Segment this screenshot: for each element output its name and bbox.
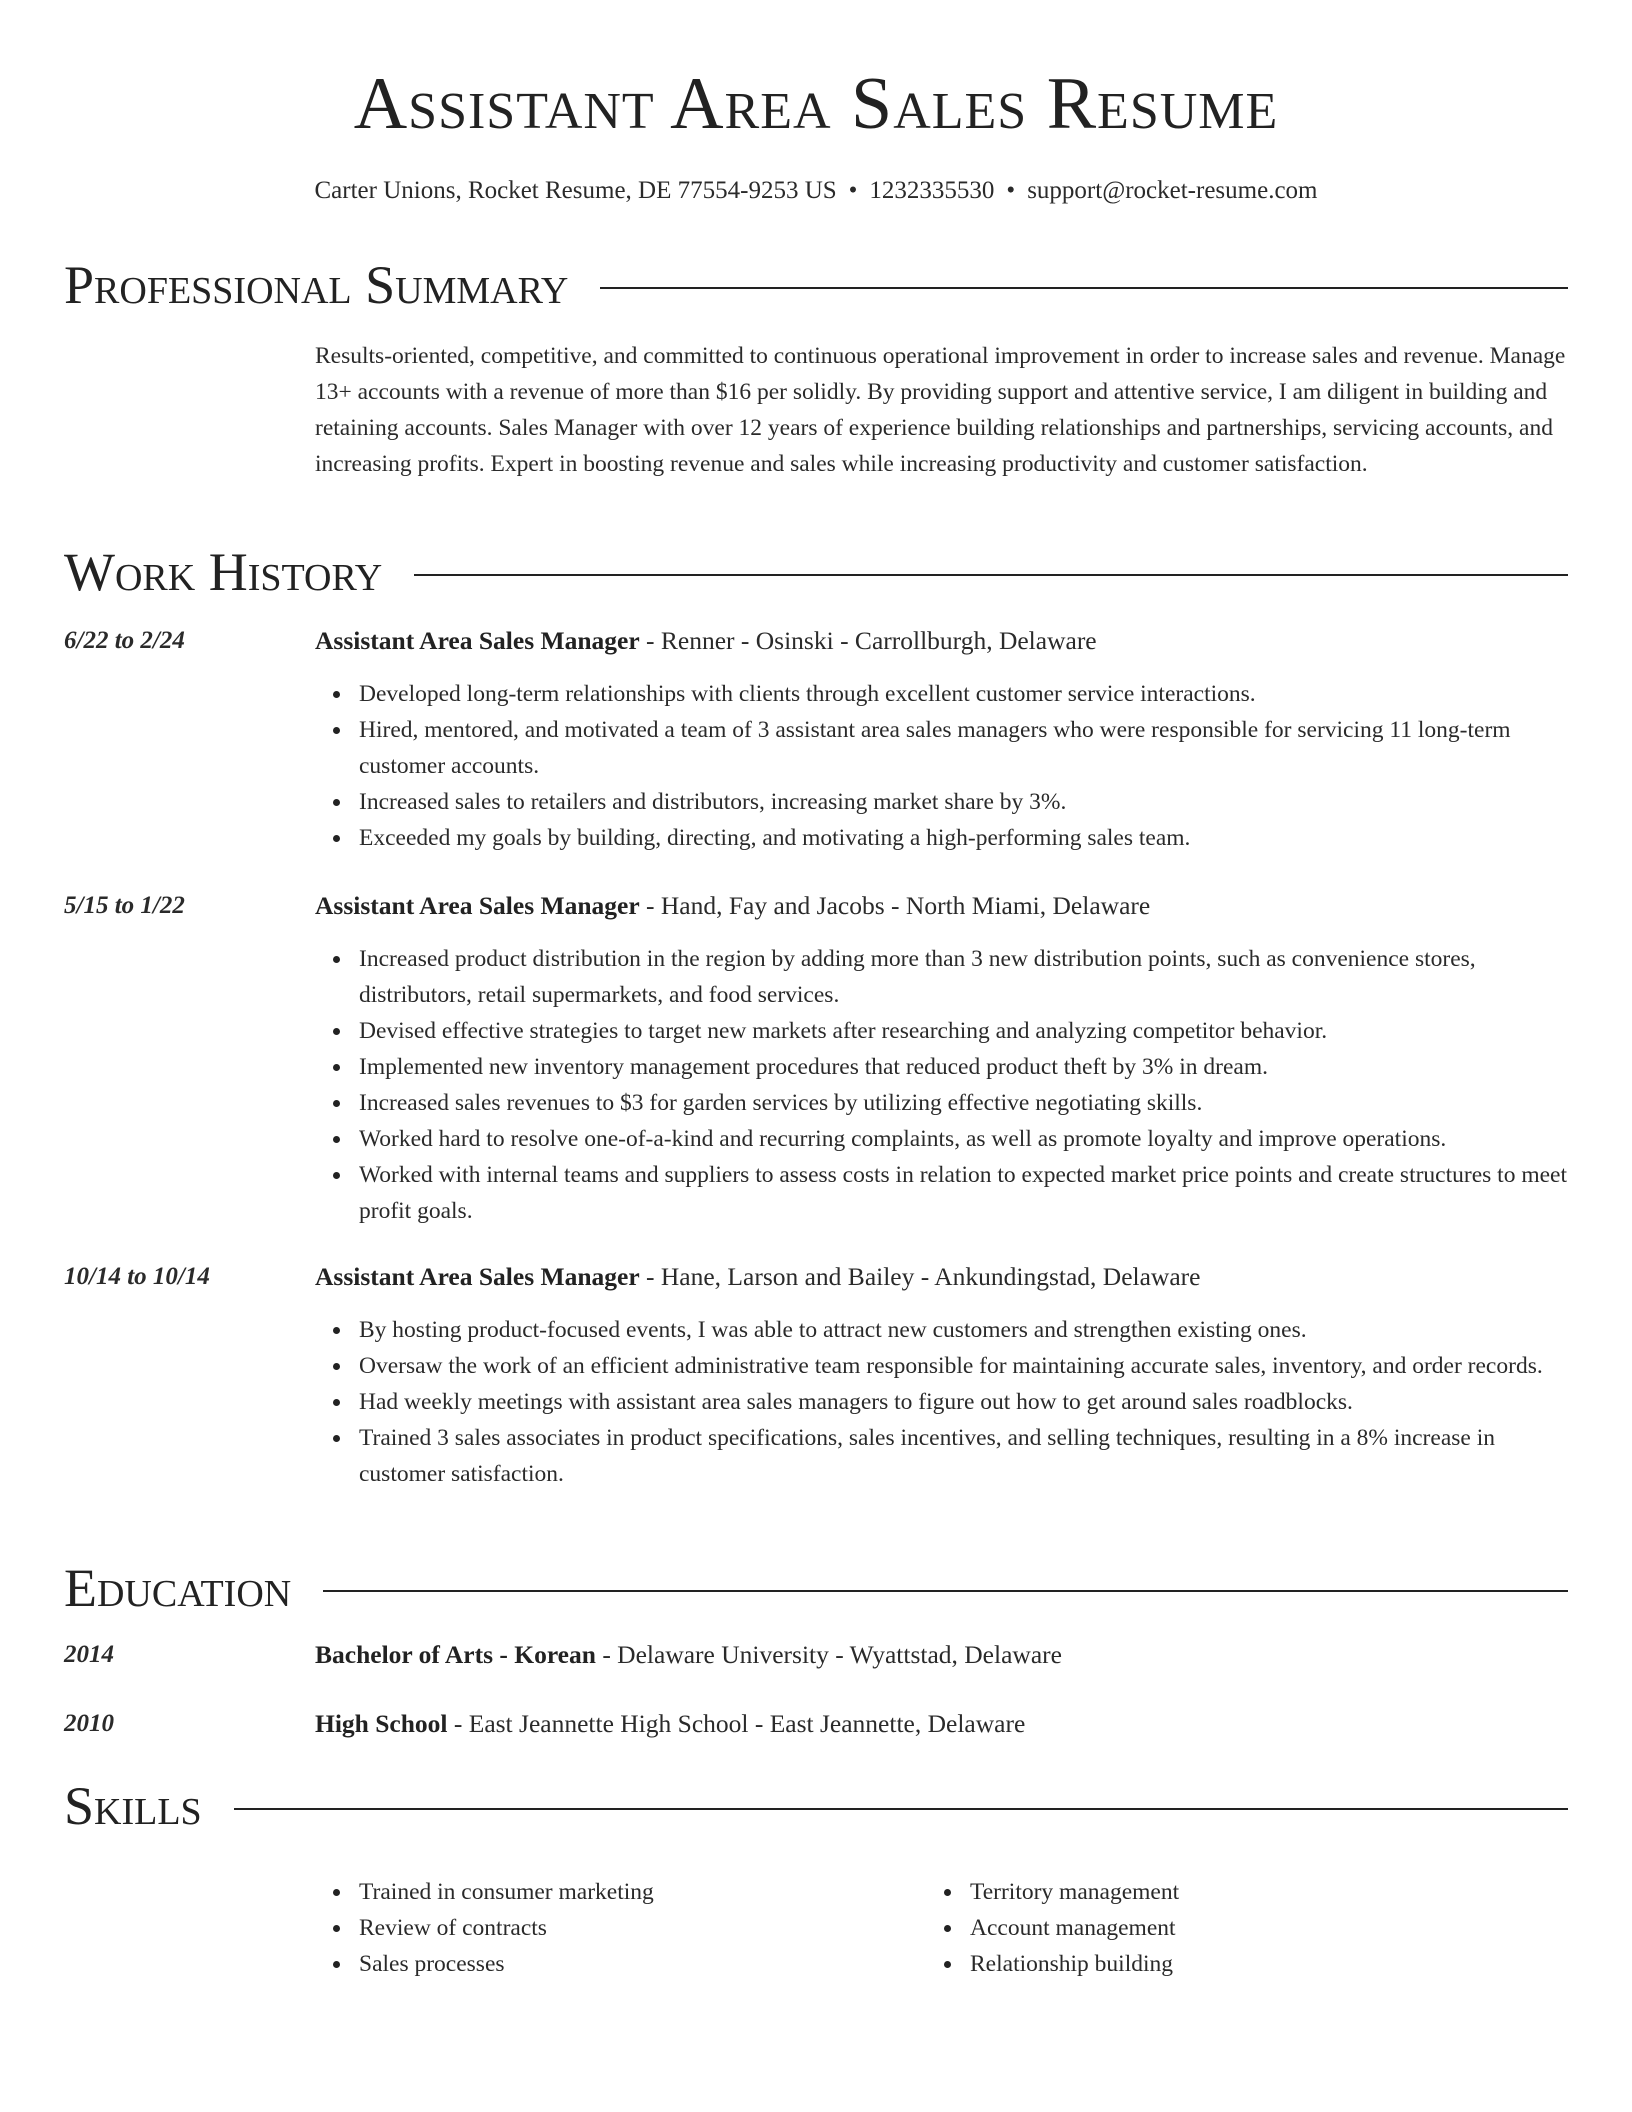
employer-location: - Hand, Fay and Jacobs - North Miami, Delaware (639, 891, 1151, 920)
list-item: Exceeded my goals by building, directing, and motivating a high-performing sales team. (359, 820, 1568, 856)
job-title: Assistant Area Sales Manager (315, 891, 640, 920)
degree: High School (315, 1709, 448, 1738)
section-heading-skills (64, 1776, 1568, 1836)
section-heading-education (64, 1558, 1568, 1618)
resume-title: Assistant Area Sales Resume (353, 63, 1279, 145)
contact-separator: • (848, 177, 858, 204)
contact-separator: • (1006, 177, 1016, 204)
list-item: Devised effective strategies to target new markets after researching and analyzing competitor behavior. (359, 1013, 1568, 1049)
section-title: Work History (64, 542, 383, 602)
list-item: Hired, mentored, and motivated a team of 3 assistant area sales managers who were responsible for servicing 11 long-term customer accounts. (359, 712, 1568, 784)
list-item: Developed long-term relationships with clients through excellent customer service interactions. (359, 676, 1568, 712)
section-title: Skills (64, 1776, 202, 1836)
contact-line (64, 174, 1568, 208)
skill-item: Account management (970, 1910, 1530, 1946)
skill-item: Relationship building (970, 1946, 1530, 1982)
job-title: Assistant Area Sales Manager (315, 1262, 640, 1291)
section-divider (234, 1808, 1568, 1810)
work-heading (315, 889, 1568, 923)
skill-item: Territory management (970, 1874, 1530, 1910)
section-title: Professional Summary (64, 255, 569, 315)
school-location: - East Jeannette High School - East Jeannette, Delaware (447, 1709, 1026, 1738)
degree: Bachelor of Arts - Korean (315, 1640, 596, 1669)
education-date: 2010 (64, 1710, 114, 1737)
skills-list-left (315, 1874, 919, 1982)
list-item: Increased sales to retailers and distributors, increasing market share by 3%. (359, 784, 1568, 820)
education-heading (315, 1707, 1568, 1741)
section-heading-summary (64, 255, 1568, 315)
contact-phone: 1232335530 (869, 177, 995, 204)
work-date: 6/22 to 2/24 (64, 627, 185, 654)
section-divider (414, 574, 1568, 576)
skill-item: Trained in consumer marketing (359, 1874, 919, 1910)
list-item: Oversaw the work of an efficient administrative team responsible for maintaining accurate sales, inventory, and order records. (359, 1348, 1568, 1384)
school-location: - Delaware University - Wyattstad, Delaware (595, 1640, 1062, 1669)
work-date: 5/15 to 1/22 (64, 892, 185, 919)
work-date: 10/14 to 10/14 (64, 1263, 210, 1290)
section-heading-work-history (64, 542, 1568, 602)
section-divider (600, 287, 1568, 289)
list-item: Implemented new inventory management procedures that reduced product theft by 3% in dream. (359, 1049, 1568, 1085)
contact-email: support@rocket-resume.com (1027, 177, 1318, 204)
education-date: 2014 (64, 1641, 114, 1668)
work-heading (315, 624, 1568, 658)
list-item: Trained 3 sales associates in product specifications, sales incentives, and selling techniques, resulting in a 8% increase in customer satisfaction. (359, 1420, 1568, 1492)
list-item: Increased product distribution in the region by adding more than 3 new distribution points, such as convenience stores, distributors, retail supermarkets, and food services. (359, 941, 1568, 1013)
list-item: Increased sales revenues to $3 for garden services by utilizing effective negotiating skills. (359, 1085, 1568, 1121)
section-title: Education (64, 1558, 292, 1618)
employer-location: - Renner - Osinski - Carrollburgh, Delaware (639, 626, 1097, 655)
education-heading (315, 1638, 1568, 1672)
contact-address: Carter Unions, Rocket Resume, DE 77554-9253 US (314, 177, 837, 204)
work-heading (315, 1260, 1568, 1294)
list-item: Had weekly meetings with assistant area sales managers to figure out how to get around sales roadblocks. (359, 1384, 1568, 1420)
work-bullets (315, 1312, 1568, 1492)
list-item: By hosting product-focused events, I was able to attract new customers and strengthen existing ones. (359, 1312, 1568, 1348)
skill-item: Sales processes (359, 1946, 919, 1982)
work-bullets (315, 941, 1568, 1229)
skills-list-right (926, 1874, 1530, 1982)
summary-paragraph: Results-oriented, competitive, and committed to continuous operational improvement in order to increase sales and revenue. Manage 13+ accounts with a revenue of more than $16 per solidly. By providing support and attentive service, I am diligent in building and retaining accounts. Sales Manager with over 12 years of experience building relationships and partnerships, servicing accounts, and increasing profits. Expert in boosting revenue and sales while increasing productivity and customer satisfaction. (315, 343, 1566, 477)
skill-item: Review of contracts (359, 1910, 919, 1946)
section-divider (323, 1590, 1568, 1592)
work-bullets (315, 676, 1568, 856)
list-item: Worked with internal teams and suppliers to assess costs in relation to expected market price points and create structures to meet profit goals. (359, 1157, 1568, 1229)
employer-location: - Hane, Larson and Bailey - Ankundingstad, Delaware (639, 1262, 1201, 1291)
job-title: Assistant Area Sales Manager (315, 626, 640, 655)
list-item: Worked hard to resolve one-of-a-kind and recurring complaints, as well as promote loyalty and improve operations. (359, 1121, 1568, 1157)
